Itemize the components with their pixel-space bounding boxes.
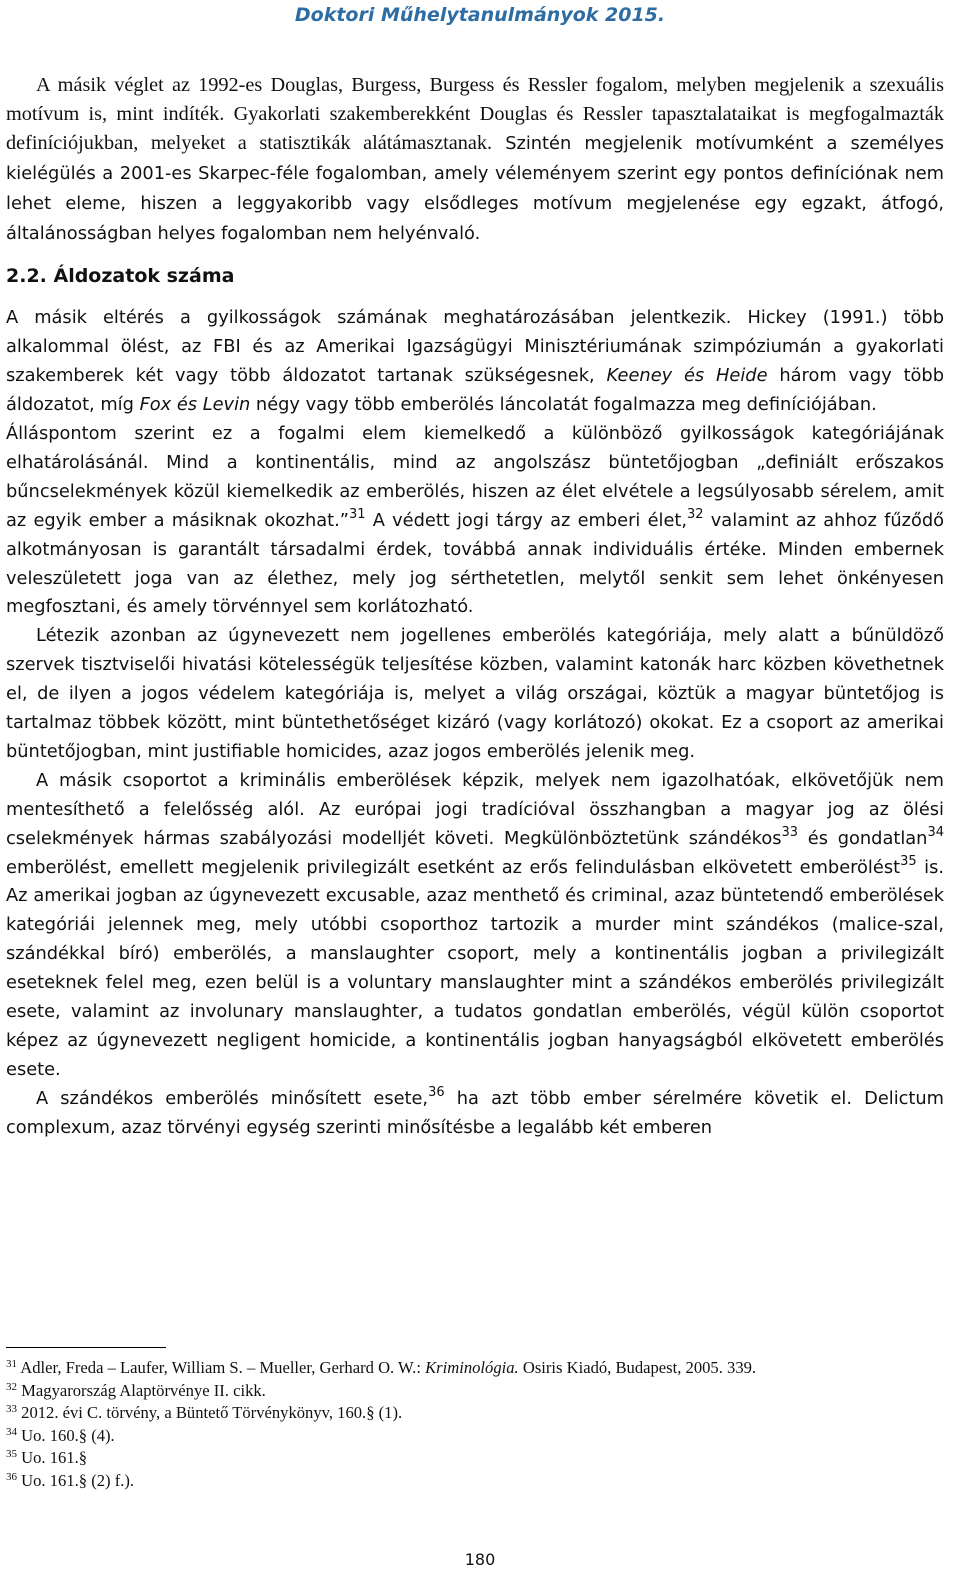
paragraph-1	[6, 71, 944, 248]
paragraph-5-text-d: is. Az amerikai jogban az úgynevezett excusable, azaz menthető és criminal, azaz büntetendő emberölések kategóriái jelennek meg, mely utóbbi csoporthoz tartozik a murder mint szándékos (malice-szal, szándékkal bíró) emberölés, a manslaughter csoport, mely a kontinentális jogban a privilegizált eseteknek felel meg, ezen belül is a voluntary manslaughter mint a szándékos emberölés privilegizált esete, valamint az involunary manslaughter, a tudatos gondatlan emberölés, végül külön csoportot képez az úgynevezett negligent homicide, a kontinentális jogban hanyagságból elkövetett emberölés esete.	[6, 856, 944, 1080]
footnote-ref-36: 36	[428, 1084, 445, 1100]
footnote-text: Magyarország Alaptörvénye II. cikk.	[17, 1380, 266, 1400]
footnote-ref-35: 35	[900, 853, 917, 869]
footnote-ref-33: 33	[781, 824, 799, 840]
footnote-number: 36	[6, 1470, 17, 1483]
footnote-number: 35	[6, 1448, 17, 1461]
paragraph-3	[6, 420, 944, 622]
footnote-text: 2012. évi C. törvény, a Büntető Törvénykönyv, 160.§ (1).	[17, 1403, 403, 1423]
paragraph-2-author-2: Fox és Levin	[139, 394, 251, 416]
footnote-text: Uo. 160.§ (4).	[17, 1425, 115, 1445]
paragraph-2	[6, 304, 944, 420]
paragraph-2-text-a: A másik eltérés a gyilkosságok számának meghatározásában jelentkezik. Hickey (1991.) több alkalommal ölést, az FBI és az Amerikai Igazságügyi Minisztériumának szimpóziumán a gyakorlati szakemberek két vagy több áldozatot tartanak szükségesnek,	[6, 307, 944, 387]
section-heading: 2.2. Áldozatok száma	[6, 265, 235, 288]
paragraph-6-text-b: ha azt több ember sérelmére követik el. Delictum complexum, azaz törvényi egység szerinti minősítésbe a legalább két emberen	[6, 1087, 944, 1138]
footnote-number: 34	[6, 1425, 17, 1438]
footnote-number: 31	[6, 1358, 17, 1370]
paragraph-5	[6, 767, 944, 1085]
paragraph-2-author-1: Keeney és Heide	[606, 365, 768, 387]
paragraph-2-text-b: három vagy több áldozatot, míg	[6, 365, 944, 416]
paragraph-2-text-c: négy vagy több emberölés láncolatát fogalmazza meg definíciójában.	[250, 394, 877, 416]
footnote-divider	[6, 1347, 166, 1348]
footnote-number: 33	[6, 1403, 17, 1416]
footnote-35	[6, 1447, 944, 1470]
footnote-text: Osiris Kiadó, Budapest, 2005. 339.	[518, 1358, 757, 1377]
paragraph-6-text-a: A szándékos emberölés minősített esete,	[36, 1087, 429, 1109]
page-number: 180	[464, 1550, 496, 1569]
paragraph-4: Létezik azonban az úgynevezett nem jogellenes emberölés kategóriája, mely alatt a bűnüldöző szervek tisztviselői hivatási kötelességük teljesítése közben, valamint katonák harc közben követhetnek el, de ilyen a jogos védelem kategóriája is, melyet a világ országai, köztük a magyar büntetőjog is tartalmaz többek között, mint büntethetőséget kizáró (vagy korlátozó) okokat. Ez a csoport az amerikai büntetőjogban, mint justifiable homicides, azaz jogos emberölés jelenik meg.	[6, 625, 944, 762]
paragraph-3-text-a: Álláspontom szerint ez a fogalmi elem kiemelkedő a különböző gyilkosságok kategóriájának elhatárolásánál. Mind a kontinentális, mind az angolszász büntetőjogban „definiált erőszakos bűncselekmények közül kiemelkedik az emberölés, hiszen az élet elvétele a legsúlyosabb sérelem, amit az egyik ember a másiknak okozhat.”	[6, 422, 944, 531]
footnote-text: Uo. 161.§	[17, 1448, 88, 1468]
footnote-number: 32	[6, 1380, 17, 1393]
footnote-31	[6, 1357, 944, 1380]
paragraph-3-text-c: valamint az ahhoz fűződő alkotmányosan is garantált társadalmi érdek, továbbá annak individuális értéke. Minden embernek veleszületett joga van az élethez, mely jog sérthetetlen, melytől senkit sem lehet önkényesen megfosztani, és amely törvénnyel sem korlátozható.	[6, 509, 944, 618]
footnote-36	[6, 1470, 944, 1493]
running-header: Doktori Műhelytanulmányok 2015.	[294, 4, 666, 26]
footnote-book-title: Kriminológia.	[425, 1358, 519, 1377]
paragraph-6	[6, 1085, 944, 1143]
footnote-34	[6, 1425, 944, 1448]
footnote-ref-32: 32	[687, 506, 704, 522]
footnote-ref-34: 34	[927, 824, 944, 840]
paragraph-5-text-b: és gondatlan	[798, 827, 928, 849]
paragraph-1-serif: A másik véglet az 1992-es Douglas, Burgess, Burgess és Ressler fogalom, melyben megjelenik a szexuális motívum is, mint indíték. Gyakorlati szakemberekként Douglas és Ressler tapasztalataikat is megfogalmazták definíciójukban, melyeket a statisztikák alátámasztanak.	[6, 74, 944, 154]
footnote-32	[6, 1380, 944, 1403]
footnote-ref-31: 31	[348, 506, 366, 522]
paragraph-1-sans: Szintén megjelenik motívumként a személyes kielégülés a 2001-es Skarpec-féle fogalomban, amely véleményem szerint egy pontos definíciónak nem lehet eleme, hiszen a leggyakoribb vagy elsődleges motívum megjelenése egy egzakt, átfogó, általánosságban helyes fogalomban nem helyénvaló.	[6, 132, 944, 244]
paragraph-5-text-c: emberölést, emellett megjelenik privilegizált esetként az erős felindulásban elkövetett emberölést	[6, 856, 901, 878]
footnote-33	[6, 1402, 944, 1425]
footnote-text: Adler, Freda – Laufer, William S. – Mueller, Gerhard O. W.:	[17, 1358, 426, 1377]
body-text	[6, 71, 944, 1143]
footnote-text: Uo. 161.§ (2) f.).	[17, 1470, 135, 1490]
paragraph-3-text-b: A védett jogi tárgy az emberi élet,	[365, 509, 688, 531]
footnotes	[6, 1357, 944, 1493]
paragraph-5-text-a: A másik csoportot a kriminális emberölések képzik, melyek nem igazolhatóak, elkövetőjük nem mentesíthető a felelősség alól. Az európai jogi tradícióval összhangban a magyar jog az ölési cselekmények hármas szabályozási modelljét követi. Megkülönböztetünk szándékos	[6, 769, 944, 849]
